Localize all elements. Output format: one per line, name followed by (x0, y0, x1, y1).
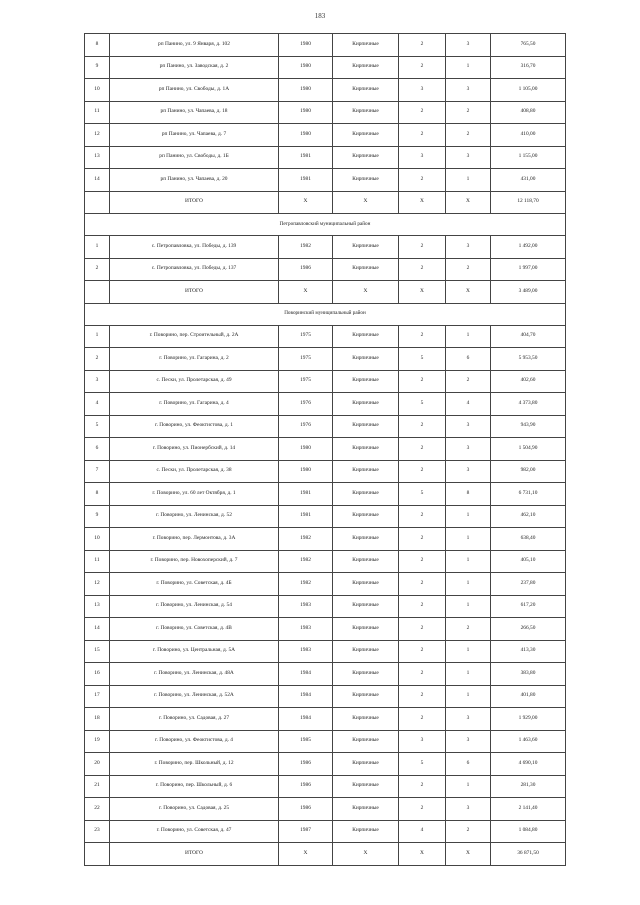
wall-material-cell: Кирпичные (333, 124, 399, 147)
floors-cell: 2 (399, 550, 446, 573)
table-row (85, 798, 566, 821)
area-cell: 617,20 (491, 595, 566, 618)
area-cell: 316,70 (491, 56, 566, 79)
entrances-cell: 3 (446, 438, 491, 461)
floors-cell: 3 (399, 146, 446, 169)
area-cell: 405,10 (491, 550, 566, 573)
total-material-cell: X (333, 281, 399, 304)
area-cell: 431,00 (491, 169, 566, 192)
wall-material-cell: Кирпичные (333, 236, 399, 259)
total-area-cell: 36 871,50 (491, 843, 566, 866)
wall-material-cell: Кирпичные (333, 34, 399, 57)
area-cell: 402,60 (491, 370, 566, 393)
entrances-cell: 3 (446, 460, 491, 483)
total-year-cell: X (279, 191, 333, 214)
floors-cell: 2 (399, 595, 446, 618)
address-cell: г. Поворино, пер. Строительный, д. 2А (110, 325, 279, 348)
table-row (85, 595, 566, 618)
address-cell: рп Панино, ул. Свободы, д. 1А (110, 79, 279, 102)
address-cell: рп Панино, ул. Заводская, д. 2 (110, 56, 279, 79)
entrances-cell: 1 (446, 595, 491, 618)
row-number: 11 (85, 550, 110, 573)
total-label: ИТОГО (110, 843, 279, 866)
floors-cell: 2 (399, 618, 446, 641)
wall-material-cell: Кирпичные (333, 325, 399, 348)
entrances-cell: 1 (446, 505, 491, 528)
table-row (85, 618, 566, 641)
entrances-cell: 3 (446, 236, 491, 259)
floors-cell: 2 (399, 34, 446, 57)
year-cell: 1980 (279, 101, 333, 124)
total-floors-cell: X (399, 281, 446, 304)
floors-cell: 2 (399, 640, 446, 663)
floors-cell: 2 (399, 685, 446, 708)
wall-material-cell: Кирпичные (333, 820, 399, 843)
year-cell: 1976 (279, 393, 333, 416)
address-cell: г. Поворино, ул. Советская, д. 47 (110, 820, 279, 843)
floors-cell: 2 (399, 505, 446, 528)
year-cell: 1983 (279, 618, 333, 641)
address-cell: рп Панино, ул. 9 Января, д. 102 (110, 34, 279, 57)
wall-material-cell: Кирпичные (333, 370, 399, 393)
floors-cell: 4 (399, 820, 446, 843)
wall-material-cell: Кирпичные (333, 146, 399, 169)
area-cell: 404,70 (491, 325, 566, 348)
year-cell: 1986 (279, 258, 333, 281)
table-row (85, 573, 566, 596)
row-number: 13 (85, 595, 110, 618)
floors-cell: 2 (399, 573, 446, 596)
area-cell: 1 492,00 (491, 236, 566, 259)
table-row (85, 730, 566, 753)
address-cell: г. Поворино, ул. Феоктистова, д. 4 (110, 730, 279, 753)
year-cell: 1976 (279, 415, 333, 438)
year-cell: 1984 (279, 708, 333, 731)
year-cell: 1982 (279, 236, 333, 259)
table-row (85, 708, 566, 731)
floors-cell: 3 (399, 730, 446, 753)
total-number-cell (85, 843, 110, 866)
total-number-cell (85, 281, 110, 304)
year-cell: 1982 (279, 528, 333, 551)
area-cell: 1 929,00 (491, 708, 566, 731)
total-label: ИТОГО (110, 281, 279, 304)
row-number: 18 (85, 708, 110, 731)
address-cell: г. Поворино, ул. Ленинская, д. 52А (110, 685, 279, 708)
entrances-cell: 1 (446, 56, 491, 79)
area-cell: 1 463,60 (491, 730, 566, 753)
year-cell: 1985 (279, 730, 333, 753)
row-number: 1 (85, 325, 110, 348)
total-label: ИТОГО (110, 191, 279, 214)
row-number: 1 (85, 236, 110, 259)
area-cell: 1 504,90 (491, 438, 566, 461)
area-cell: 383,80 (491, 663, 566, 686)
area-cell: 1 155,00 (491, 146, 566, 169)
total-area-cell: 3 489,00 (491, 281, 566, 304)
floors-cell: 2 (399, 169, 446, 192)
area-cell: 1 084,80 (491, 820, 566, 843)
row-number: 4 (85, 393, 110, 416)
row-number: 15 (85, 640, 110, 663)
area-cell: 6 731,10 (491, 483, 566, 506)
floors-cell: 2 (399, 101, 446, 124)
area-cell: 982,00 (491, 460, 566, 483)
wall-material-cell: Кирпичные (333, 101, 399, 124)
entrances-cell: 1 (446, 573, 491, 596)
section-title: Поворинский муниципальный район (85, 303, 566, 325)
wall-material-cell: Кирпичные (333, 775, 399, 798)
entrances-cell: 1 (446, 685, 491, 708)
area-cell: 1 997,00 (491, 258, 566, 281)
address-cell: г. Поворино, ул. Ленинская, д. 48А (110, 663, 279, 686)
floors-cell: 5 (399, 483, 446, 506)
row-number: 16 (85, 663, 110, 686)
page-number: 183 (314, 12, 326, 20)
year-cell: 1986 (279, 798, 333, 821)
wall-material-cell: Кирпичные (333, 595, 399, 618)
row-number: 3 (85, 370, 110, 393)
total-entrances-cell: X (446, 191, 491, 214)
total-floors-cell: X (399, 843, 446, 866)
address-cell: рп Панино, ул. Чапаева, д. 7 (110, 124, 279, 147)
entrances-cell: 2 (446, 124, 491, 147)
wall-material-cell: Кирпичные (333, 438, 399, 461)
address-cell: г. Поворино, ул. Гагарина, д. 4 (110, 393, 279, 416)
address-cell: г. Поворино, ул. Феоктистова, д. 1 (110, 415, 279, 438)
wall-material-cell: Кирпичные (333, 618, 399, 641)
total-row (85, 281, 566, 304)
table-row (85, 325, 566, 348)
row-number: 14 (85, 169, 110, 192)
wall-material-cell: Кирпичные (333, 415, 399, 438)
area-cell: 4 690,10 (491, 753, 566, 776)
wall-material-cell: Кирпичные (333, 505, 399, 528)
entrances-cell: 1 (446, 169, 491, 192)
area-cell: 765,50 (491, 34, 566, 57)
housing-register-table (84, 33, 566, 866)
address-cell: г. Поворино, пер. Школьный, д. 12 (110, 753, 279, 776)
entrances-cell: 6 (446, 753, 491, 776)
entrances-cell: 3 (446, 798, 491, 821)
year-cell: 1975 (279, 370, 333, 393)
year-cell: 1982 (279, 573, 333, 596)
address-cell: рп Панино, ул. Свободы, д. 1Б (110, 146, 279, 169)
floors-cell: 2 (399, 124, 446, 147)
row-number: 23 (85, 820, 110, 843)
table-row (85, 528, 566, 551)
table-row (85, 775, 566, 798)
total-year-cell: X (279, 843, 333, 866)
floors-cell: 2 (399, 415, 446, 438)
wall-material-cell: Кирпичные (333, 663, 399, 686)
table-row (85, 663, 566, 686)
year-cell: 1982 (279, 550, 333, 573)
total-row (85, 843, 566, 866)
year-cell: 1983 (279, 595, 333, 618)
floors-cell: 2 (399, 325, 446, 348)
total-floors-cell: X (399, 191, 446, 214)
row-number: 7 (85, 460, 110, 483)
wall-material-cell: Кирпичные (333, 708, 399, 731)
wall-material-cell: Кирпичные (333, 348, 399, 371)
area-cell: 413,30 (491, 640, 566, 663)
address-cell: г. Поворино, ул. Центральная, д. 5А (110, 640, 279, 663)
address-cell: г. Поворино, пер. Школьный, д. 6 (110, 775, 279, 798)
year-cell: 1986 (279, 753, 333, 776)
year-cell: 1980 (279, 34, 333, 57)
area-cell: 401,80 (491, 685, 566, 708)
address-cell: г. Поворино, ул. Пионербский, д. 14 (110, 438, 279, 461)
address-cell: г. Поворино, ул. Садовая, д. 25 (110, 798, 279, 821)
year-cell: 1981 (279, 169, 333, 192)
table-row (85, 820, 566, 843)
floors-cell: 3 (399, 79, 446, 102)
entrances-cell: 2 (446, 820, 491, 843)
wall-material-cell: Кирпичные (333, 56, 399, 79)
floors-cell: 5 (399, 348, 446, 371)
entrances-cell: 2 (446, 258, 491, 281)
table-row (85, 370, 566, 393)
row-number: 20 (85, 753, 110, 776)
entrances-cell: 1 (446, 775, 491, 798)
row-number: 2 (85, 348, 110, 371)
address-cell: г. Поворино, ул. Гагарина, д. 2 (110, 348, 279, 371)
area-cell: 1 105,00 (491, 79, 566, 102)
row-number: 8 (85, 34, 110, 57)
floors-cell: 2 (399, 460, 446, 483)
total-entrances-cell: X (446, 281, 491, 304)
table-row (85, 236, 566, 259)
row-number: 11 (85, 101, 110, 124)
row-number: 8 (85, 483, 110, 506)
floors-cell: 2 (399, 798, 446, 821)
address-cell: г. Поворино, пер. Лермонтова, д. 3А (110, 528, 279, 551)
area-cell: 5 953,50 (491, 348, 566, 371)
row-number: 22 (85, 798, 110, 821)
wall-material-cell: Кирпичные (333, 798, 399, 821)
year-cell: 1986 (279, 775, 333, 798)
year-cell: 1980 (279, 438, 333, 461)
row-number: 13 (85, 146, 110, 169)
area-cell: 638,40 (491, 528, 566, 551)
table-row (85, 34, 566, 57)
table-row (85, 79, 566, 102)
wall-material-cell: Кирпичные (333, 730, 399, 753)
table-row (85, 550, 566, 573)
entrances-cell: 2 (446, 618, 491, 641)
entrances-cell: 6 (446, 348, 491, 371)
section-title: Петропавловский муниципальный район (85, 214, 566, 236)
wall-material-cell: Кирпичные (333, 258, 399, 281)
row-number: 9 (85, 505, 110, 528)
year-cell: 1975 (279, 348, 333, 371)
entrances-cell: 3 (446, 34, 491, 57)
floors-cell: 5 (399, 393, 446, 416)
wall-material-cell: Кирпичные (333, 460, 399, 483)
entrances-cell: 3 (446, 730, 491, 753)
entrances-cell: 1 (446, 663, 491, 686)
table-row (85, 146, 566, 169)
entrances-cell: 3 (446, 415, 491, 438)
area-cell: 266,50 (491, 618, 566, 641)
area-cell: 408,80 (491, 101, 566, 124)
wall-material-cell: Кирпичные (333, 550, 399, 573)
year-cell: 1984 (279, 663, 333, 686)
table-row (85, 753, 566, 776)
floors-cell: 2 (399, 708, 446, 731)
entrances-cell: 3 (446, 79, 491, 102)
address-cell: с. Пески, ул. Пролетарская, д. 38 (110, 460, 279, 483)
row-number: 5 (85, 415, 110, 438)
year-cell: 1980 (279, 56, 333, 79)
table-row (85, 483, 566, 506)
total-year-cell: X (279, 281, 333, 304)
wall-material-cell: Кирпичные (333, 573, 399, 596)
table-row (85, 258, 566, 281)
address-cell: г. Поворино, пер. Новохоперский, д. 7 (110, 550, 279, 573)
floors-cell: 2 (399, 438, 446, 461)
area-cell: 237,80 (491, 573, 566, 596)
table-row (85, 460, 566, 483)
year-cell: 1980 (279, 79, 333, 102)
wall-material-cell: Кирпичные (333, 169, 399, 192)
table-row (85, 169, 566, 192)
entrances-cell: 3 (446, 708, 491, 731)
year-cell: 1981 (279, 505, 333, 528)
total-row (85, 191, 566, 214)
row-number: 2 (85, 258, 110, 281)
row-number: 10 (85, 528, 110, 551)
area-cell: 281,30 (491, 775, 566, 798)
year-cell: 1980 (279, 460, 333, 483)
floors-cell: 2 (399, 528, 446, 551)
address-cell: с. Пески, ул. Пролетарская, д. 49 (110, 370, 279, 393)
table-row (85, 640, 566, 663)
area-cell: 2 141,40 (491, 798, 566, 821)
section-header-row (85, 214, 566, 236)
area-cell: 462,10 (491, 505, 566, 528)
row-number: 17 (85, 685, 110, 708)
wall-material-cell: Кирпичные (333, 685, 399, 708)
entrances-cell: 2 (446, 101, 491, 124)
table-row (85, 124, 566, 147)
floors-cell: 2 (399, 663, 446, 686)
table-row (85, 438, 566, 461)
table-row (85, 415, 566, 438)
entrances-cell: 8 (446, 483, 491, 506)
wall-material-cell: Кирпичные (333, 640, 399, 663)
address-cell: г. Поворино, ул. Ленинская, д. 52 (110, 505, 279, 528)
wall-material-cell: Кирпичные (333, 393, 399, 416)
year-cell: 1981 (279, 483, 333, 506)
section-header-row (85, 303, 566, 325)
wall-material-cell: Кирпичные (333, 79, 399, 102)
year-cell: 1981 (279, 146, 333, 169)
floors-cell: 2 (399, 775, 446, 798)
address-cell: г. Поворино, ул. Советская, д. 4В (110, 618, 279, 641)
row-number: 14 (85, 618, 110, 641)
floors-cell: 2 (399, 56, 446, 79)
entrances-cell: 1 (446, 550, 491, 573)
row-number: 10 (85, 79, 110, 102)
floors-cell: 2 (399, 370, 446, 393)
floors-cell: 2 (399, 236, 446, 259)
address-cell: г. Поворино, ул. Ленинская, д. 54 (110, 595, 279, 618)
area-cell: 410,00 (491, 124, 566, 147)
year-cell: 1987 (279, 820, 333, 843)
entrances-cell: 2 (446, 370, 491, 393)
address-cell: г. Поворино, ул. Садовая, д. 27 (110, 708, 279, 731)
year-cell: 1984 (279, 685, 333, 708)
entrances-cell: 1 (446, 325, 491, 348)
wall-material-cell: Кирпичные (333, 753, 399, 776)
address-cell: рп Панино, ул. Чапаева, д. 18 (110, 101, 279, 124)
year-cell: 1983 (279, 640, 333, 663)
total-material-cell: X (333, 191, 399, 214)
table-row (85, 56, 566, 79)
year-cell: 1980 (279, 124, 333, 147)
row-number: 12 (85, 124, 110, 147)
row-number: 12 (85, 573, 110, 596)
address-cell: г. Поворино, ул. 60 лет Октября, д. 1 (110, 483, 279, 506)
address-cell: с. Петропавловка, ул. Победы, д. 139 (110, 236, 279, 259)
table-row (85, 505, 566, 528)
table-row (85, 101, 566, 124)
year-cell: 1975 (279, 325, 333, 348)
area-cell: 4 373,80 (491, 393, 566, 416)
total-number-cell (85, 191, 110, 214)
row-number: 21 (85, 775, 110, 798)
total-area-cell: 12 118,70 (491, 191, 566, 214)
address-cell: г. Поворино, ул. Советская, д. 4Б (110, 573, 279, 596)
floors-cell: 5 (399, 753, 446, 776)
area-cell: 943,90 (491, 415, 566, 438)
floors-cell: 2 (399, 258, 446, 281)
address-cell: рп Панино, ул. Чапаева, д. 20 (110, 169, 279, 192)
entrances-cell: 1 (446, 528, 491, 551)
total-material-cell: X (333, 843, 399, 866)
entrances-cell: 1 (446, 640, 491, 663)
wall-material-cell: Кирпичные (333, 528, 399, 551)
entrances-cell: 4 (446, 393, 491, 416)
table-row (85, 348, 566, 371)
row-number: 6 (85, 438, 110, 461)
entrances-cell: 3 (446, 146, 491, 169)
row-number: 19 (85, 730, 110, 753)
table-row (85, 393, 566, 416)
table-row (85, 685, 566, 708)
row-number: 9 (85, 56, 110, 79)
wall-material-cell: Кирпичные (333, 483, 399, 506)
total-entrances-cell: X (446, 843, 491, 866)
address-cell: с. Петропавловка, ул. Победы, д. 137 (110, 258, 279, 281)
